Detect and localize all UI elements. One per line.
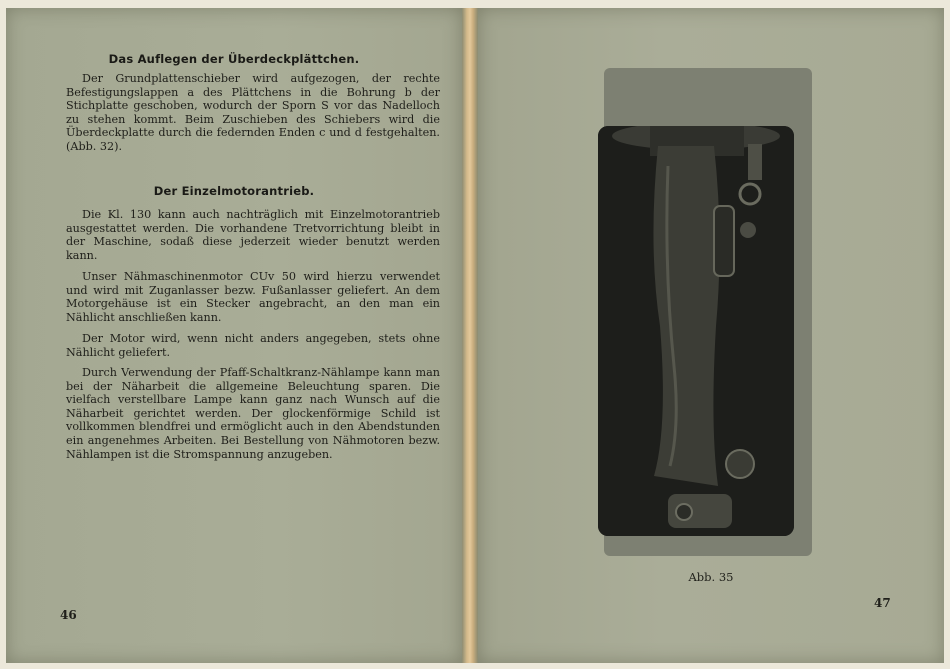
heading-overlay-plates: Das Auflegen der Überdeckplättchen. (108, 52, 360, 66)
right-page (478, 8, 944, 663)
book-spread (6, 8, 944, 663)
left-page (6, 8, 462, 663)
sewing-machine-photo (598, 126, 794, 536)
paragraph-sewing-lamp: Durch Verwendung der Pfaff-Schaltkranz-Nählampe kann man bei der Näharbeit die allgemeine Beleuchtung sparen. Die vielfach verstellbare Lampe kann ganz nach Wunsch auf die Näharbeit gerichtet werden. Der glockenförmige Schild ist vollkommen blendfrei und ermöglicht auch in den Abendstunden ein angenehmes Arbeiten. Bei Bestellung von Nähmotoren bezw. Nählampen ist die Stromspannung anzugeben. (66, 366, 440, 461)
paragraph-motor-delivery: Der Motor wird, wenn nicht anders angegeben, stets ohne Nählicht geliefert. (66, 332, 440, 359)
paragraph-motor-model: Unser Nähmaschinenmotor CUv 50 wird hierzu verwendet und wird mit Zuganlasser bezw. Fußanlasser geliefert. An dem Motorgehäuse ist ein Stecker angebracht, an den man ein Nählicht anschließen kann. (66, 270, 440, 324)
book-gutter (462, 8, 478, 663)
page-number-right: 47 (874, 596, 891, 610)
figure-caption: Abb. 35 (688, 570, 734, 584)
heading-single-motor-drive: Der Einzelmotorantrieb. (153, 184, 315, 198)
paragraph-overlay-plates: Der Grundplattenschieber wird aufgezogen, der rechte Befestigungslappen a des Plättchens in die Bohrung b der Stichplatte geschoben, wodurch der Sporn S vor das Nadelloch zu stehen kommt. Beim Zuschieben des Schiebers wird die Überdeckplatte durch die federnden Enden c und d festgehalten. (Abb. 32). (66, 72, 440, 153)
paragraph-motor-retrofit: Die Kl. 130 kann auch nachträglich mit Einzelmotorantrieb ausgestattet werden. Die vorhandene Tretvorrichtung bleibt in der Maschine, sodaß diese jederzeit wieder benutzt werden kann. (66, 208, 440, 262)
page-number-left: 46 (60, 608, 77, 622)
sewing-machine-illustration (598, 126, 794, 536)
